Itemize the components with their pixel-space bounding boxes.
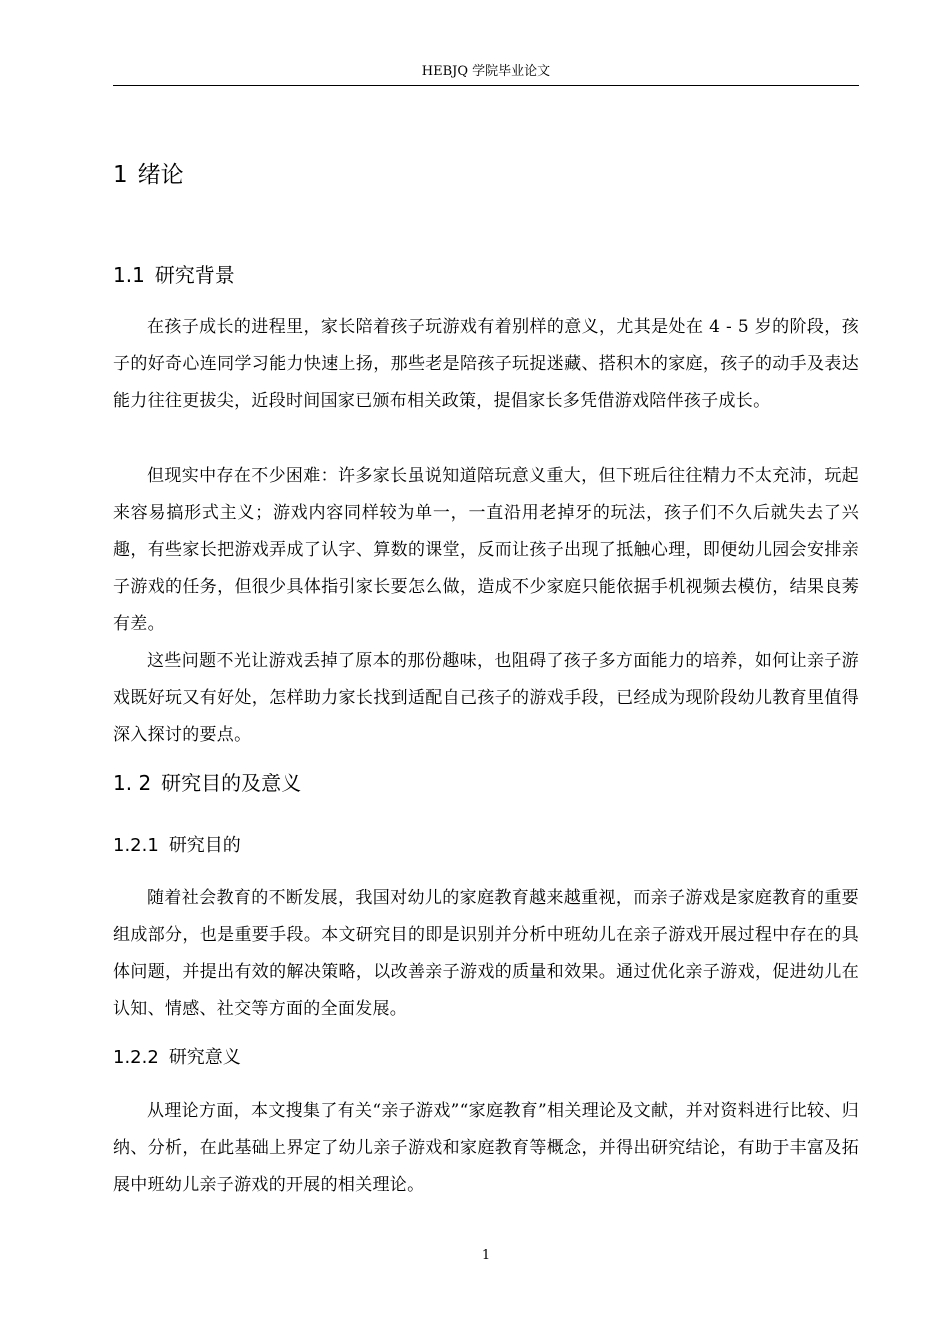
- paragraph: 在孩子成长的进程里，家长陪着孩子玩游戏有着别样的意义，尤其是处在 4 - 5 岁的阶段，孩子的好奇心连同学习能力快速上扬，那些老是陪孩子玩捉迷藏、搭积木的家庭，孩子的动手及表达能力往往更拔尖，近段时间国家已颁布相关政策，提倡家长多凭借游戏陪伴孩子成长。: [113, 317, 859, 411]
- paragraph: 随着社会教育的不断发展，我国对幼儿的家庭教育越来越重视，而亲子游戏是家庭教育的重要组成部分，也是重要手段。本文研究目的即是识别并分析中班幼儿在亲子游戏开展过程中存在的具体问题，并提出有效的解决策略，以改善亲子游戏的质量和效果。通过优化亲子游戏，促进幼儿在认知、情感、社交等方面的全面发展。: [113, 888, 859, 1019]
- paragraph: 但现实中存在不少困难：许多家长虽说知道陪玩意义重大，但下班后往往精力不太充沛，玩起来容易搞形式主义；游戏内容同样较为单一，一直沿用老掉牙的玩法，孩子们不久后就失去了兴趣，有些家长把游戏弄成了认字、算数的课堂，反而让孩子出现了抵触心理，即便幼儿园会安排亲子游戏的任务，但很少具体指引家长要怎么做，造成不少家庭只能依据手机视频去模仿，结果良莠有差。: [113, 466, 859, 634]
- section-heading-1-1: [113, 260, 235, 290]
- paragraph: 这些问题不光让游戏丢掉了原本的那份趣味，也阻碍了孩子多方面能力的培养，如何让亲子游戏既好玩又有好处，怎样助力家长找到适配自己孩子的游戏手段，已经成为现阶段幼儿教育里值得深入探讨的要点。: [113, 651, 859, 745]
- subsection-heading-1-2-2: [113, 1044, 241, 1072]
- section-number: 1. 2: [113, 771, 152, 795]
- subsection-title: 研究目的: [168, 835, 241, 856]
- section-heading-1-2: [113, 768, 301, 798]
- subsection-heading-1-2-1: [113, 832, 241, 860]
- page-header: HEBJQ 学院毕业论文: [421, 64, 551, 79]
- section-number: 1.1: [113, 263, 145, 287]
- subsection-title: 研究意义: [168, 1047, 241, 1068]
- chapter-number: 1: [113, 162, 128, 188]
- paragraph: 从理论方面，本文搜集了有关“亲子游戏”“家庭教育”相关理论及文献，并对资料进行比较、归纳、分析，在此基础上界定了幼儿亲子游戏和家庭教育等概念，并得出研究结论，有助于丰富及拓展中班幼儿亲子游戏的开展的相关理论。: [113, 1101, 859, 1195]
- section-title: 研究背景: [154, 263, 235, 287]
- chapter-title: 绪论: [137, 162, 184, 188]
- section-title: 研究目的及意义: [161, 771, 302, 795]
- page-number: 1: [481, 1248, 491, 1263]
- chapter-heading: [113, 158, 184, 192]
- subsection-number: 1.2.1: [113, 835, 159, 856]
- header-rule: [113, 85, 859, 86]
- subsection-number: 1.2.2: [113, 1047, 159, 1068]
